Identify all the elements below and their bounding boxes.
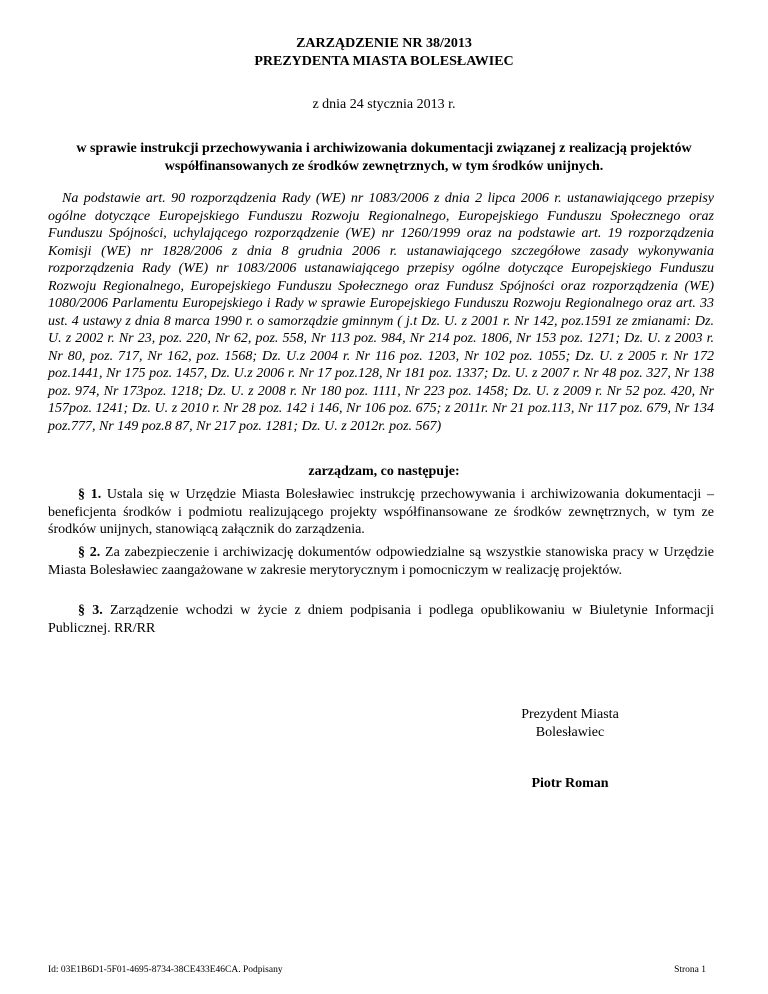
paragraph-2 [48,544,714,579]
document-title-line2: PREZYDENTA MIASTA BOLESŁAWIEC [254,54,514,69]
paragraph-1 [48,486,714,539]
paragraph-text: Zarządzenie wchodzi w życie z dniem podpisania i podlega opublikowaniu w Biuletynie Informacji Publicznej. RR/RR [48,603,714,636]
legal-basis-preamble: Na podstawie art. 90 rozporządzenia Rady (WE) nr 1083/2006 z dnia 2 lipca 2006 r. ustanawiającego przepisy ogólne dotyczące Europejskiego Funduszu Rozwoju Regionalnego, Europejskiego Funduszu Społecznego oraz Funduszu Spójności, uchylającego rozporządzenie (WE) nr 1260/1999 oraz na podstawie art. 19 rozporządzenia Komisji (WE) nr 1828/2006 z dnia 8 grudnia 2006 r. ustanawiającego szczegółowe zasady wykonywania rozporządzenia Rady (WE) nr 1083/2006 ustanawiającego przepisy ogólne dotyczące Europejskiego Funduszu Rozwoju Regionalnego, Europejskiego Funduszu Społecznego oraz Fundusz Spójności oraz rozporządzenia (WE) 1080/2006 Parlamentu Europejskiego i Rady w sprawie Europejskiego Funduszu Rozwoju Regionalnego oraz art. 33 ust. 4 ustawy z dnia 8 marca 1990 r. o samorządzie gminnym ( j.t Dz. U. z 2001 r. Nr 142, poz.1591 ze zmianami: Dz. U. z 2002 r. Nr 23, poz. 220, Nr 62, poz. 558, Nr 113 poz. 984, Nr 214 poz. 1806, Nr 153 poz. 1271; Dz. U. z 2003 r. Nr 80, poz. 717, Nr 162, poz. 1568; Dz. U.z 2004 r. Nr 116 poz. 1203, Nr 102 poz. 1055; Dz. U. z 2005 r. Nr 172 poz.1441, Nr 175 poz. 1457, Dz. U.z 2006 r. Nr 17 poz.128, Nr 181 poz. 1337; Dz. U. z 2007 r. Nr 48 poz. 327, Nr 138 poz. 974, Nr 173poz. 1218; Dz. U. z 2008 r. Nr 180 poz. 1111, Nr 223 poz. 1458; Dz. U. z 2009 r. Nr 52 poz. 420, Nr 157poz. 1241; Dz. U. z 2010 r. Nr 28 poz. 142 i 146, Nr 106 poz. 675; z 2011r. Nr 21 poz.113, Nr 117 poz. 679, Nr 134 poz.777, Nr 149 poz.8 87, Nr 217 poz. 1281; Dz. U. z 2012r. poz. 567) [48,191,714,434]
paragraph-number: § 1. [78,487,102,502]
ordain-heading: zarządzam, co następuje: [308,464,460,479]
footer-document-id: Id: 03E1B6D1-5F01-4695-8734-38CE433E46CA. Podpisany [48,965,283,975]
paragraph-text: Za zabezpieczenie i archiwizację dokumentów odpowiedzialne są wszystkie stanowiska pracy w Urzędzie Miasta Bolesławiec zaangażowane w zakresie merytorycznym i pomocniczym w realizację projektów. [48,545,714,578]
document-date: z dnia 24 stycznia 2013 r. [312,97,456,112]
paragraph-text: Ustala się w Urzędzie Miasta Bolesławiec instrukcję przechowywania i archiwizowania dokumentacji – beneficjenta środków i podmiotu realizującego projekty współfinansowane ze środków zewnętrznych, w tym ze środków unijnych, stanowiącą załącznik do zarządzenia. [48,487,715,537]
footer-page-number: Strona 1 [674,965,706,975]
paragraph-3 [48,602,714,637]
paragraph-number: § 2. [78,545,101,560]
document-title-line1: ZARZĄDZENIE NR 38/2013 [296,36,472,51]
signer-role-line2: Bolesławiec [535,725,605,740]
document-subject: w sprawie instrukcji przechowywania i archiwizowania dokumentacji związanej z realizacją projektów współfinansowanych ze środków zewnętrznych, w tym środków unijnych. [76,141,692,174]
signer-role [470,706,670,742]
signer-name: Piotr Roman [531,776,609,791]
paragraph-number: § 3. [78,603,103,618]
signer-role-line1: Prezydent Miasta [521,707,619,722]
